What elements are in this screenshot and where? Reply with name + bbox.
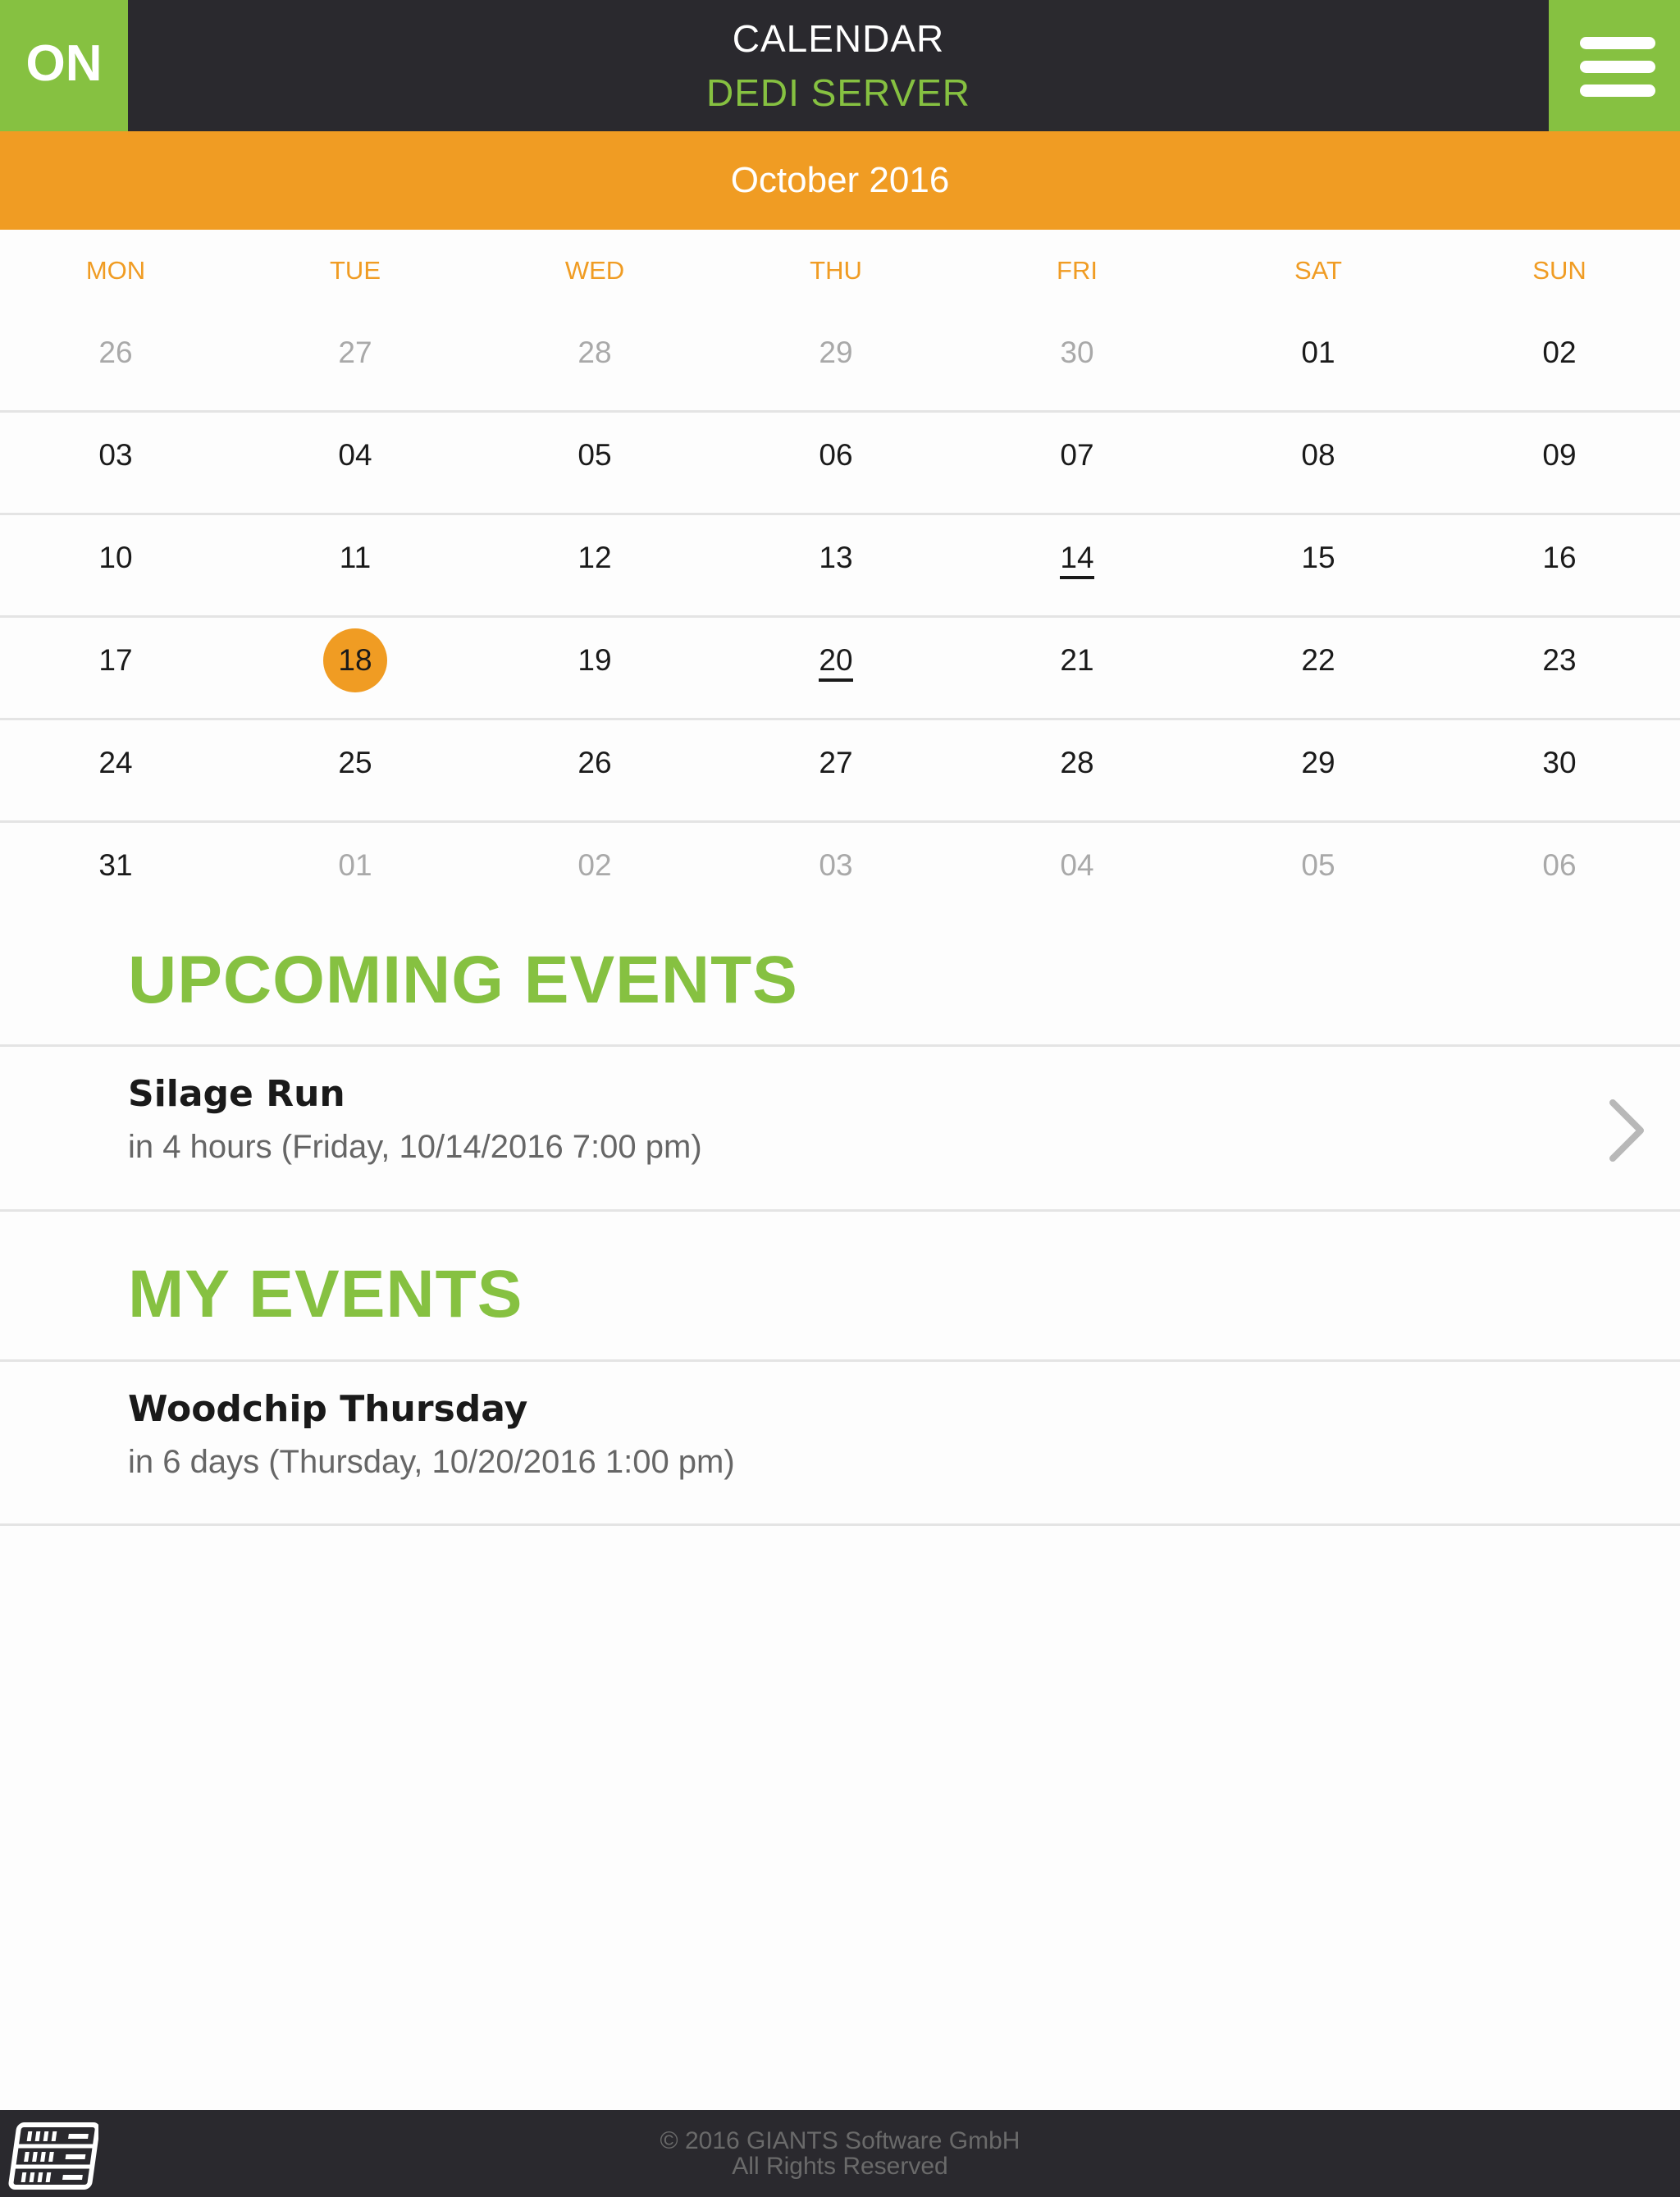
- calendar-day[interactable]: [995, 542, 1159, 579]
- calendar-day[interactable]: [754, 747, 918, 778]
- calendar-day[interactable]: [273, 747, 437, 778]
- calendar-day[interactable]: [995, 440, 1159, 470]
- day-number: 07: [1060, 438, 1094, 472]
- divider: [0, 1523, 1680, 1526]
- day-number: 02: [1542, 336, 1577, 369]
- calendar-day[interactable]: [513, 645, 677, 675]
- calendar-day[interactable]: [1477, 542, 1641, 573]
- footer: [0, 2110, 1680, 2197]
- calendar-day[interactable]: [1477, 747, 1641, 778]
- calendar-day[interactable]: [1236, 440, 1400, 470]
- calendar-week-row: [0, 615, 1680, 720]
- day-number: 19: [578, 643, 612, 677]
- day-number: 31: [98, 848, 133, 882]
- calendar-day[interactable]: [513, 337, 677, 368]
- day-number: 03: [98, 438, 133, 472]
- day-number: 05: [578, 438, 612, 472]
- day-number: 14: [1060, 542, 1093, 579]
- upcoming-events-heading: UPCOMING EVENTS: [128, 943, 798, 1017]
- day-number: 29: [1301, 746, 1335, 779]
- calendar-day[interactable]: [1236, 850, 1400, 880]
- day-number: 23: [1542, 643, 1577, 677]
- calendar-day[interactable]: [1236, 747, 1400, 778]
- calendar-day[interactable]: [1236, 542, 1400, 573]
- calendar-day[interactable]: [1236, 337, 1400, 368]
- weekday-header-row: [0, 230, 1680, 312]
- day-number: 04: [338, 438, 372, 472]
- calendar-day[interactable]: [995, 337, 1159, 368]
- day-number: 27: [338, 336, 372, 369]
- day-number: 15: [1301, 541, 1335, 574]
- calendar-day[interactable]: [995, 850, 1159, 880]
- calendar-week-row: [0, 820, 1680, 923]
- day-number: 18: [338, 643, 372, 677]
- calendar-day[interactable]: [754, 850, 918, 880]
- calendar-day[interactable]: [273, 337, 437, 368]
- calendar-day[interactable]: [1236, 645, 1400, 675]
- day-number: 21: [1060, 643, 1094, 677]
- upcoming-event-item[interactable]: [0, 1047, 1680, 1208]
- calendar-day[interactable]: [273, 542, 437, 573]
- calendar-day[interactable]: [513, 747, 677, 778]
- day-number: 08: [1301, 438, 1335, 472]
- calendar-day[interactable]: [754, 645, 918, 682]
- calendar-day[interactable]: [754, 542, 918, 573]
- month-label: October 2016: [730, 160, 950, 200]
- day-number: 30: [1542, 746, 1577, 779]
- day-number: 20: [819, 645, 852, 682]
- day-number: 04: [1060, 848, 1094, 882]
- calendar-day[interactable]: [513, 440, 677, 470]
- day-number: 28: [578, 336, 612, 369]
- calendar-day[interactable]: [273, 440, 437, 470]
- calendar-day-selected[interactable]: [273, 645, 437, 675]
- page-title: CALENDAR: [732, 17, 945, 60]
- calendar-week-row: [0, 718, 1680, 823]
- day-number: 03: [819, 848, 853, 882]
- divider: [0, 1209, 1680, 1212]
- event-title: Woodchip Thursday: [128, 1388, 528, 1430]
- calendar-day[interactable]: [1477, 645, 1641, 675]
- calendar-day[interactable]: [513, 850, 677, 880]
- weekday-label: MON: [85, 256, 146, 285]
- app-header: [0, 0, 1680, 131]
- header-titles: [128, 0, 1549, 131]
- weekday-label: THU: [810, 256, 862, 285]
- calendar-day[interactable]: [1477, 337, 1641, 368]
- day-number: 13: [819, 541, 853, 574]
- calendar-day[interactable]: [995, 747, 1159, 778]
- copyright: [0, 2128, 1680, 2179]
- menu-button[interactable]: [1549, 0, 1680, 131]
- my-event-item[interactable]: [0, 1362, 1680, 1523]
- weekday-label: FRI: [1057, 256, 1098, 285]
- day-number: 24: [98, 746, 133, 779]
- day-number: 12: [578, 541, 612, 574]
- calendar-week-row: [0, 410, 1680, 515]
- month-bar[interactable]: [0, 131, 1680, 230]
- calendar-day[interactable]: [1477, 850, 1641, 880]
- weekday-label: WED: [564, 256, 625, 285]
- weekday-label: SAT: [1294, 256, 1342, 285]
- calendar-day[interactable]: [34, 850, 198, 880]
- rights-line: All Rights Reserved: [732, 2153, 948, 2180]
- calendar-day[interactable]: [273, 850, 437, 880]
- day-number: 27: [819, 746, 853, 779]
- day-number: 29: [819, 336, 853, 369]
- calendar-day[interactable]: [34, 337, 198, 368]
- calendar-day[interactable]: [34, 542, 198, 573]
- day-number: 25: [338, 746, 372, 779]
- weekday-label: SUN: [1532, 256, 1586, 285]
- day-number: 26: [98, 336, 133, 369]
- day-number: 17: [98, 643, 133, 677]
- calendar-day[interactable]: [34, 440, 198, 470]
- day-number: 30: [1060, 336, 1094, 369]
- day-number: 01: [338, 848, 372, 882]
- day-number: 06: [819, 438, 853, 472]
- day-number: 26: [578, 746, 612, 779]
- calendar-day[interactable]: [34, 747, 198, 778]
- day-number: 09: [1542, 438, 1577, 472]
- my-events-heading: MY EVENTS: [128, 1257, 523, 1331]
- calendar-day[interactable]: [1477, 440, 1641, 470]
- day-number: 06: [1542, 848, 1577, 882]
- calendar-day[interactable]: [754, 337, 918, 368]
- calendar-day[interactable]: [34, 645, 198, 675]
- event-time: in 4 hours (Friday, 10/14/2016 7:00 pm): [128, 1129, 702, 1165]
- event-time: in 6 days (Thursday, 10/20/2016 1:00 pm): [128, 1444, 735, 1480]
- day-number: 02: [578, 848, 612, 882]
- calendar-week-row: [0, 308, 1680, 413]
- day-number: 11: [339, 541, 372, 574]
- day-number: 01: [1301, 336, 1335, 369]
- day-number: 28: [1060, 746, 1094, 779]
- day-number: 10: [98, 541, 133, 574]
- copyright-line: © 2016 GIANTS Software GmbH: [660, 2127, 1020, 2154]
- calendar-week-row: [0, 513, 1680, 618]
- on-badge[interactable]: ON: [0, 0, 128, 131]
- weekday-label: TUE: [330, 256, 381, 285]
- calendar-day[interactable]: [513, 542, 677, 573]
- event-title: Silage Run: [128, 1073, 345, 1115]
- calendar-day[interactable]: [995, 645, 1159, 675]
- server-name: DEDI SERVER: [705, 71, 971, 114]
- day-number: 05: [1301, 848, 1335, 882]
- calendar-day[interactable]: [754, 440, 918, 470]
- day-number: 22: [1301, 643, 1335, 677]
- chevron-right-icon[interactable]: [1606, 1098, 1647, 1163]
- day-number: 16: [1542, 541, 1577, 574]
